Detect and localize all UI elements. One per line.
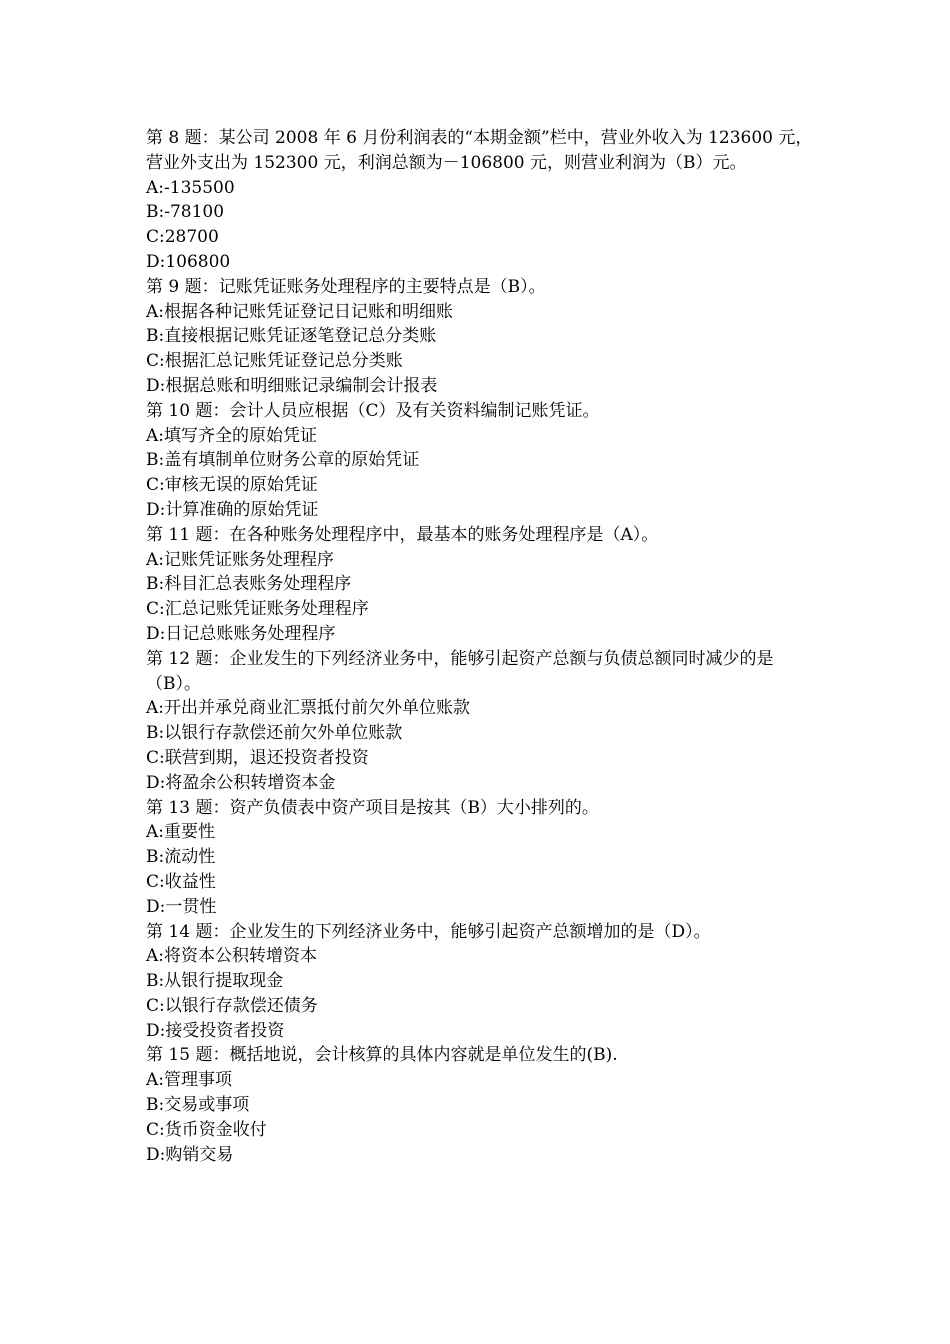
option-c: C:28700 <box>146 227 219 248</box>
option-c: C:汇总记账凭证账务处理程序 <box>146 599 369 620</box>
option-a: A:将资本公积转增资本 <box>146 946 318 967</box>
option-d: D:一贯性 <box>146 896 217 917</box>
question-block <box>146 126 826 275</box>
option-c: C:以银行存款偿还债务 <box>146 995 318 1016</box>
option-b: B:-78100 <box>146 202 225 223</box>
option-c: C:货币资金收付 <box>146 1119 267 1140</box>
option-d: D:将盈余公积转增资本金 <box>146 772 336 793</box>
question-text: 第 15 题：概括地说，会计核算的具体内容就是单位发生的(B). <box>146 1045 618 1066</box>
question-block <box>146 920 826 1044</box>
option-d: D:接受投资者投资 <box>146 1020 285 1041</box>
question-block <box>146 523 826 647</box>
question-text: 第 8 题：某公司 2008 年 6 月份利润表的“本期金额”栏中，营业外收入为 123600 元，营业外支出为 152300 元，利润总额为－106800 元，则营业利润为（B）元。 <box>146 128 813 173</box>
option-c: C:根据汇总记账凭证登记总分类账 <box>146 351 403 372</box>
question-block <box>146 796 826 920</box>
option-d: D:日记总账账务处理程序 <box>146 623 336 644</box>
question-text: 第 13 题：资产负债表中资产项目是按其（B）大小排列的。 <box>146 797 599 818</box>
question-text: 第 11 题：在各种账务处理程序中，最基本的账务处理程序是（A）。 <box>146 524 659 545</box>
option-a: A:记账凭证账务处理程序 <box>146 549 335 570</box>
question-text: 第 14 题：企业发生的下列经济业务中，能够引起资产总额增加的是（D）。 <box>146 921 711 942</box>
option-a: A:填写齐全的原始凭证 <box>146 425 318 446</box>
option-b: B:从银行提取现金 <box>146 971 284 992</box>
option-a: A:根据各种记账凭证登记日记账和明细账 <box>146 301 454 322</box>
option-a: A:-135500 <box>146 177 235 198</box>
question-text: 第 9 题：记账凭证账务处理程序的主要特点是（B）。 <box>146 276 546 297</box>
option-c: C:联营到期，退还投资者投资 <box>146 747 369 768</box>
option-b: B:交易或事项 <box>146 1095 250 1116</box>
option-a: A:重要性 <box>146 822 216 843</box>
question-text: 第 10 题：会计人员应根据（C）及有关资料编制记账凭证。 <box>146 400 600 421</box>
question-block <box>146 399 826 523</box>
question-block <box>146 275 826 399</box>
option-b: B:盖有填制单位财务公章的原始凭证 <box>146 450 420 471</box>
option-d: D:根据总账和明细账记录编制会计报表 <box>146 375 438 396</box>
option-d: D:106800 <box>146 251 231 272</box>
option-c: C:收益性 <box>146 871 216 892</box>
option-a: A:开出并承兑商业汇票抵付前欠外单位账款 <box>146 698 471 719</box>
document-body <box>146 126 826 1167</box>
option-d: D:购销交易 <box>146 1144 234 1165</box>
option-b: B:以银行存款偿还前欠外单位账款 <box>146 723 403 744</box>
question-block <box>146 647 826 796</box>
option-c: C:审核无误的原始凭证 <box>146 475 318 496</box>
question-text: 第 12 题：企业发生的下列经济业务中，能够引起资产总额与负债总额同时减少的是（B）。 <box>146 648 774 694</box>
question-block <box>146 1043 826 1167</box>
option-b: B:直接根据记账凭证逐笔登记总分类账 <box>146 326 437 347</box>
option-a: A:管理事项 <box>146 1070 233 1091</box>
option-b: B:流动性 <box>146 847 216 868</box>
option-d: D:计算准确的原始凭证 <box>146 499 319 520</box>
option-b: B:科目汇总表账务处理程序 <box>146 574 352 595</box>
